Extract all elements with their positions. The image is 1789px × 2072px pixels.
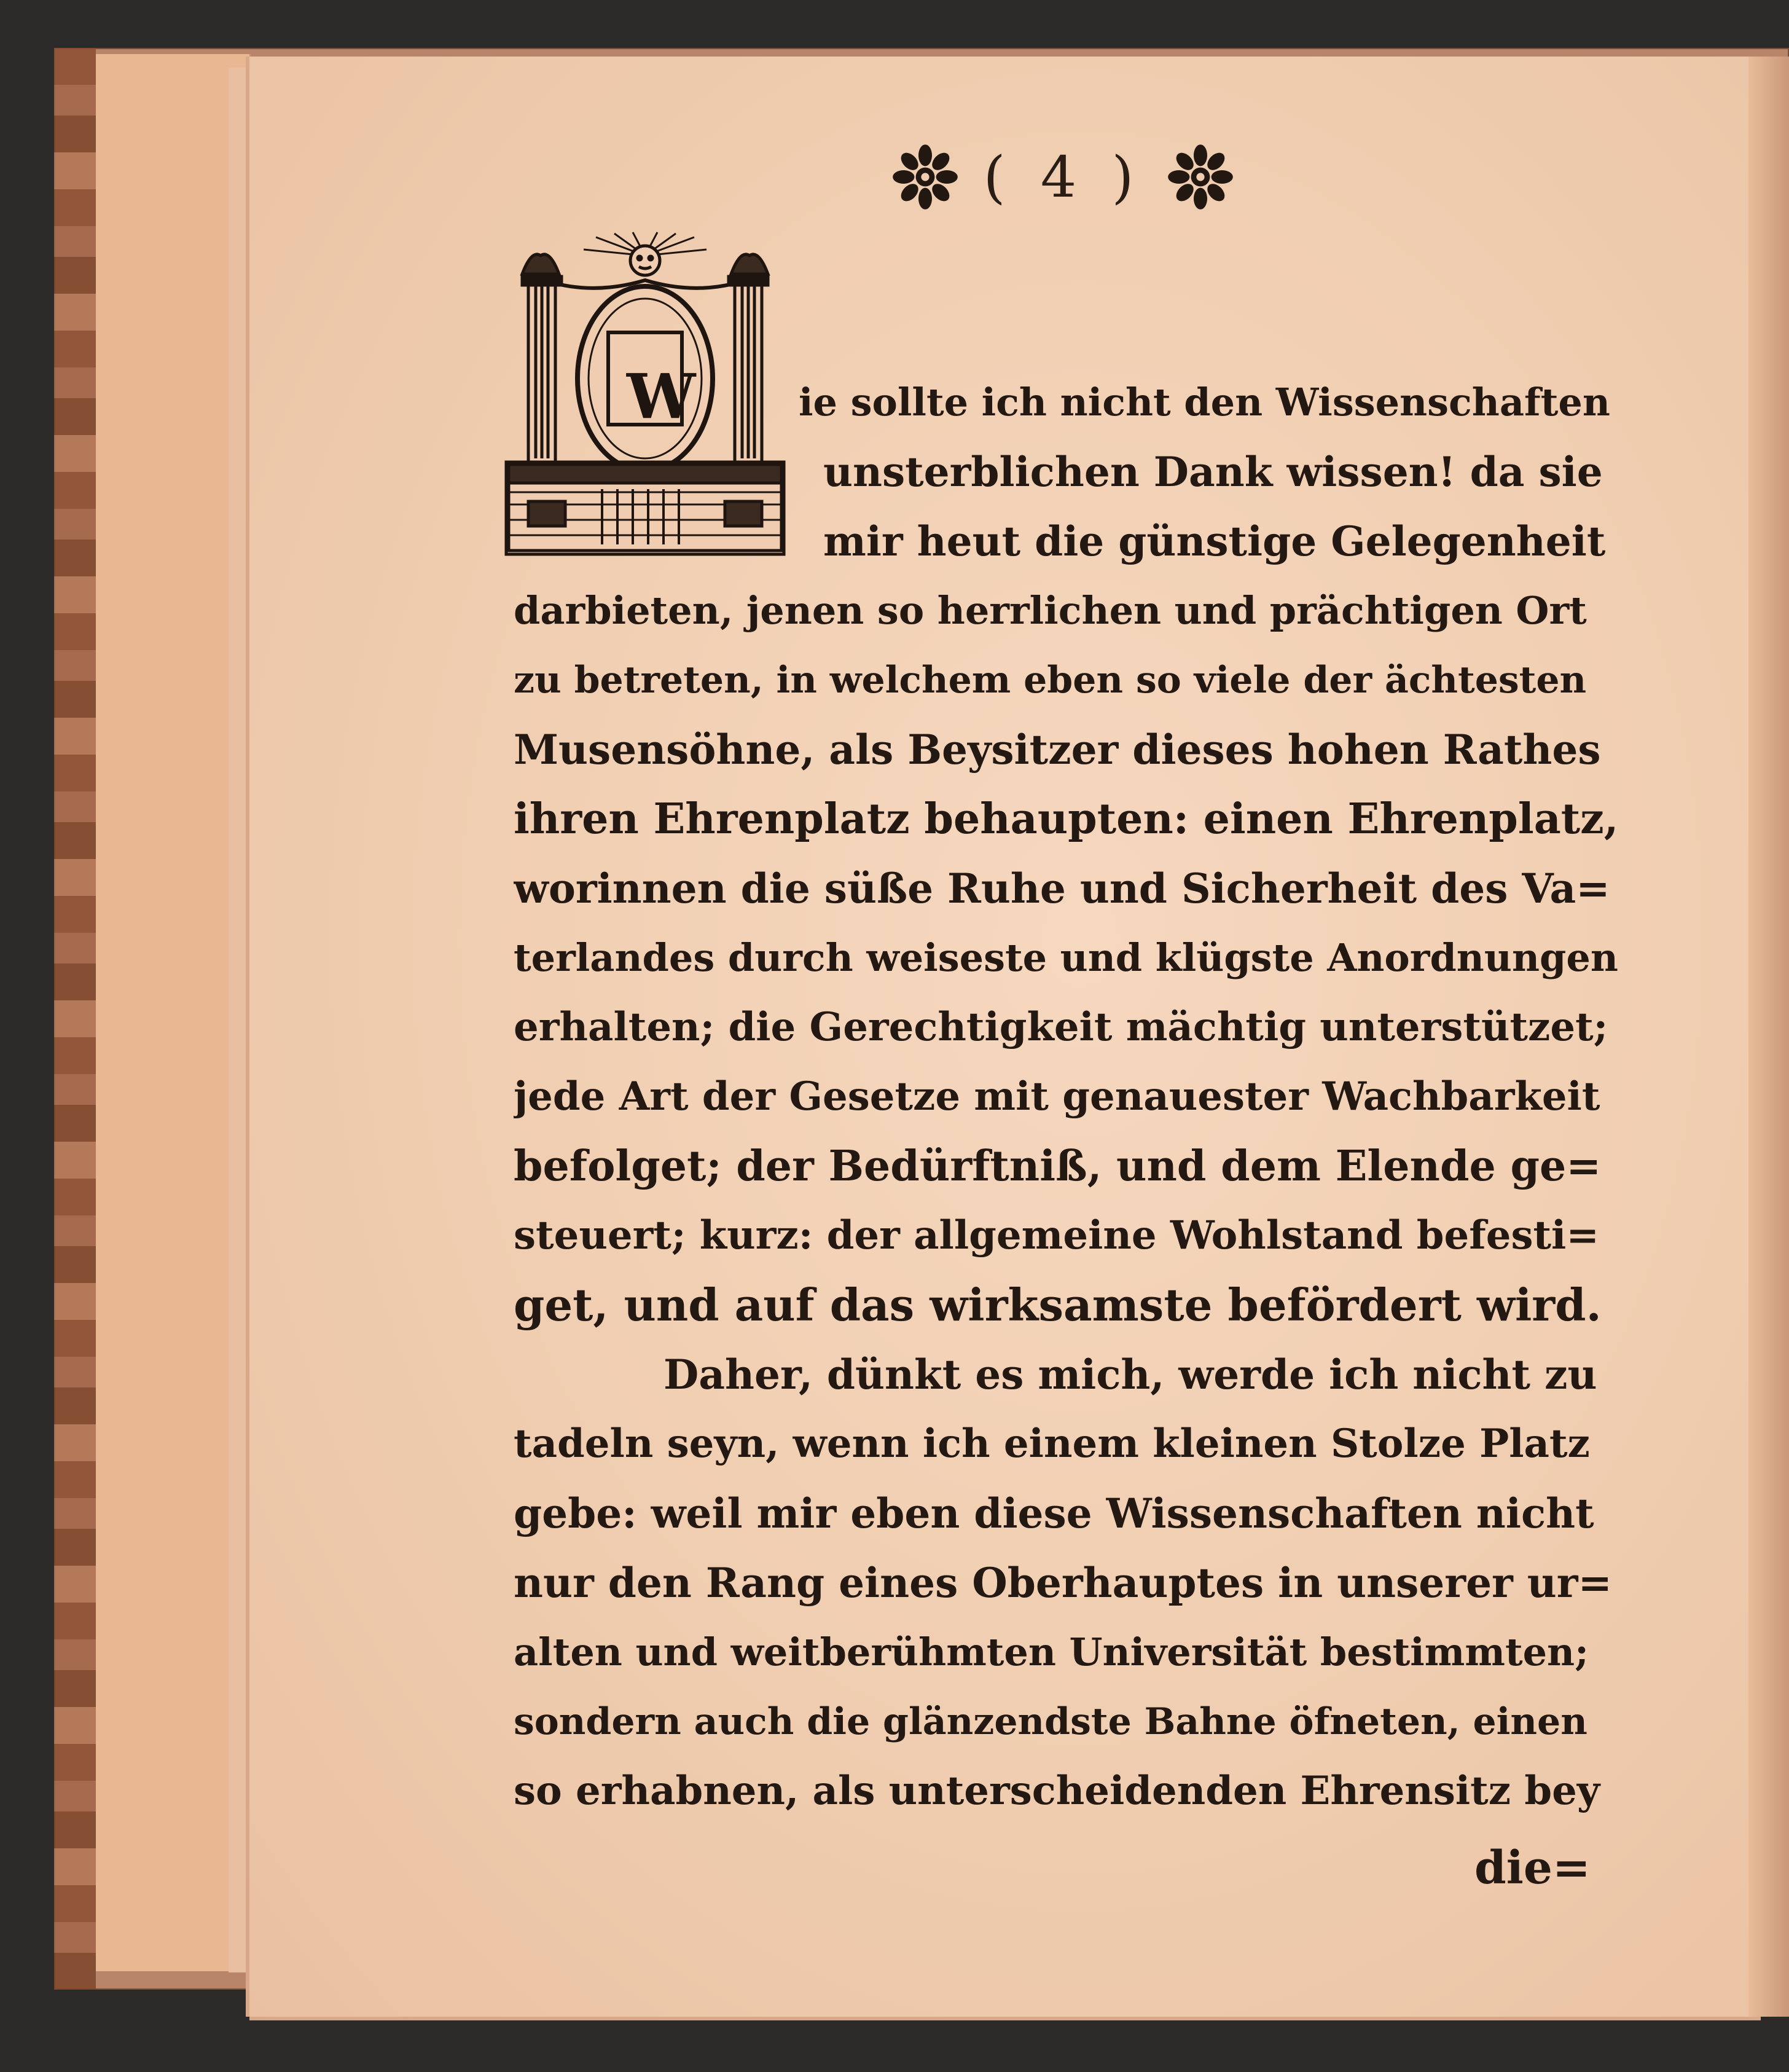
page-edge <box>1748 57 1789 2017</box>
page-number: ( 4 ) <box>983 144 1143 210</box>
text-line: darbieten, jenen so herrlichen und prächtigen Ort <box>514 588 1587 633</box>
text-line: Daher, dünkt es mich, werde ich nicht zu <box>664 1351 1597 1399</box>
text-line: alten und weitberühmten Universität bestimmten; <box>514 1630 1589 1674</box>
text-line: ihren Ehrenplatz behaupten: einen Ehrenplatz, <box>514 795 1619 844</box>
text-line: gebe: weil mir eben diese Wissenschaften nicht <box>514 1489 1594 1537</box>
text-line: Musensöhne, als Beysitzer dieses hohen Rathes <box>514 726 1601 774</box>
cover-edge-marbling <box>54 48 96 1990</box>
text-line: zu betreten, in welchem eben so viele der ächtesten <box>514 659 1587 702</box>
text-line: terlandes durch weiseste und klügste Anordnungen <box>514 935 1618 980</box>
rosette-ornament-icon <box>891 143 959 211</box>
initial-letter: W <box>627 360 696 433</box>
text-line: jede Art der Gesetze mit genauester Wachbarkeit <box>514 1073 1600 1120</box>
text-line: so erhabnen, als unterscheidenden Ehrensitz bey <box>514 1768 1600 1814</box>
catchword: die= <box>1474 1842 1591 1894</box>
text-line: get, und auf das wirksamste befördert wird. <box>514 1279 1602 1331</box>
text-line: mir heut die günstige Gelegenheit <box>823 517 1606 565</box>
text-line: steuert; kurz: der allgemeine Wohlstand befesti= <box>514 1212 1599 1258</box>
text-line: erhalten; die Gerechtigkeit mächtig unterstützet; <box>514 1004 1608 1050</box>
text-line: worinnen die süße Ruhe und Sicherheit des Va= <box>514 865 1610 912</box>
text-line: ie sollte ich nicht den Wissenschaften <box>799 380 1610 425</box>
rosette-ornament-icon <box>1167 143 1234 211</box>
page-header <box>860 140 1266 214</box>
text-line: befolget; der Bedürftniß, und dem Elende ge= <box>514 1142 1602 1191</box>
text-line: unsterblichen Dank wissen! da sie <box>823 448 1603 496</box>
text-line: tadeln seyn, wenn ich einem kleinen Stolze Platz <box>514 1421 1590 1467</box>
text-line: sondern auch die glänzendste Bahne öfneten, einen <box>514 1700 1587 1743</box>
text-line: nur den Rang eines Oberhauptes in unserer ur= <box>514 1559 1612 1607</box>
